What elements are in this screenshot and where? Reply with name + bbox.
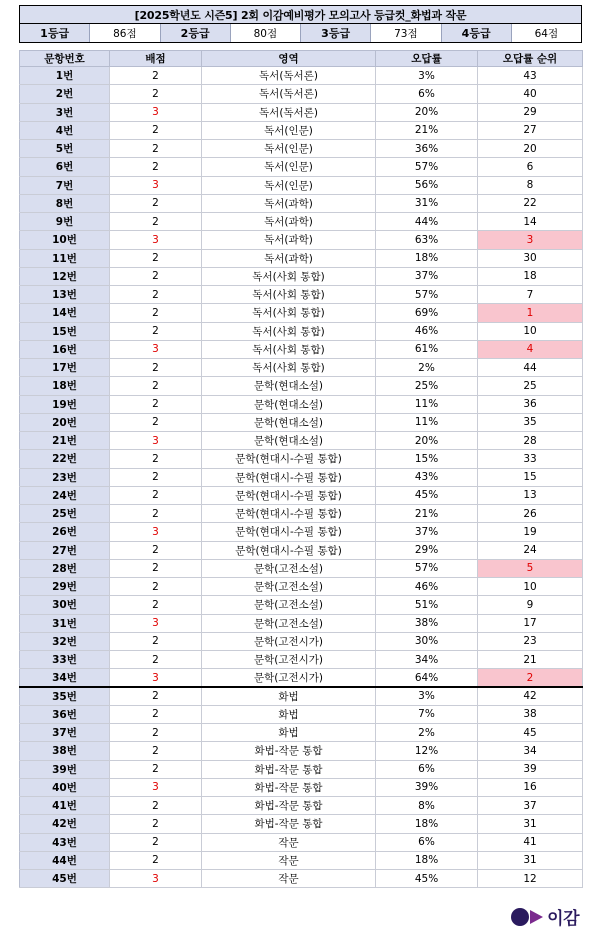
- error-rank-cell: 36: [478, 395, 583, 413]
- table-row: [20, 249, 583, 267]
- error-rank-cell: 18: [478, 267, 583, 285]
- error-rate-cell: 15%: [376, 450, 478, 468]
- table-row: [20, 632, 583, 650]
- grade-1-label: 1등급: [20, 24, 90, 42]
- points-cell: 2: [110, 468, 202, 486]
- error-rate-cell: 30%: [376, 632, 478, 650]
- error-rank-cell: 44: [478, 359, 583, 377]
- area-cell: 문학(고전소설): [202, 596, 376, 614]
- table-row: [20, 596, 583, 614]
- question-number-cell: 19번: [20, 395, 110, 413]
- area-cell: 문학(고전소설): [202, 614, 376, 632]
- error-rate-cell: 3%: [376, 687, 478, 705]
- question-number-cell: 6번: [20, 158, 110, 176]
- error-rank-cell: 28: [478, 432, 583, 450]
- question-number-cell: 35번: [20, 687, 110, 705]
- question-number-cell: 15번: [20, 322, 110, 340]
- points-cell: 2: [110, 413, 202, 431]
- error-rate-cell: 7%: [376, 705, 478, 723]
- table-row: [20, 724, 583, 742]
- error-rank-cell: 14: [478, 213, 583, 231]
- points-cell: 2: [110, 760, 202, 778]
- table-row: [20, 359, 583, 377]
- points-cell: 2: [110, 797, 202, 815]
- error-rank-cell: 33: [478, 450, 583, 468]
- question-number-cell: 11번: [20, 249, 110, 267]
- points-cell: 2: [110, 85, 202, 103]
- error-rank-cell: 17: [478, 614, 583, 632]
- error-rank-cell: 25: [478, 377, 583, 395]
- question-number-cell: 23번: [20, 468, 110, 486]
- brand-logo: [510, 904, 579, 929]
- question-number-cell: 42번: [20, 815, 110, 833]
- table-row: [20, 140, 583, 158]
- error-rate-cell: 20%: [376, 432, 478, 450]
- error-rank-cell: 3: [478, 231, 583, 249]
- table-row: [20, 578, 583, 596]
- table-row: [20, 870, 583, 888]
- error-rate-cell: 69%: [376, 304, 478, 322]
- area-cell: 독서(과학): [202, 213, 376, 231]
- question-number-cell: 30번: [20, 596, 110, 614]
- error-rate-cell: 3%: [376, 67, 478, 85]
- table-row: [20, 231, 583, 249]
- error-rate-cell: 44%: [376, 213, 478, 231]
- points-cell: 3: [110, 340, 202, 358]
- area-cell: 화법: [202, 687, 376, 705]
- error-rank-cell: 30: [478, 249, 583, 267]
- error-rate-cell: 29%: [376, 541, 478, 559]
- question-number-cell: 21번: [20, 432, 110, 450]
- question-number-cell: 43번: [20, 833, 110, 851]
- table-row: [20, 213, 583, 231]
- grade-4-label: 4등급: [442, 24, 512, 42]
- question-number-cell: 33번: [20, 651, 110, 669]
- error-rank-cell: 31: [478, 815, 583, 833]
- error-rate-cell: 36%: [376, 140, 478, 158]
- error-rank-cell: 4: [478, 340, 583, 358]
- area-cell: 작문: [202, 833, 376, 851]
- error-rank-cell: 13: [478, 486, 583, 504]
- table-row: [20, 669, 583, 687]
- table-row: [20, 687, 583, 705]
- table-body: [20, 67, 583, 888]
- error-rate-cell: 61%: [376, 340, 478, 358]
- points-cell: 2: [110, 815, 202, 833]
- points-cell: 3: [110, 870, 202, 888]
- points-cell: 3: [110, 669, 202, 687]
- table-row: [20, 121, 583, 139]
- question-number-cell: 28번: [20, 559, 110, 577]
- table-row: [20, 432, 583, 450]
- points-cell: 2: [110, 833, 202, 851]
- error-rank-cell: 37: [478, 797, 583, 815]
- area-cell: 독서(인문): [202, 121, 376, 139]
- question-number-cell: 32번: [20, 632, 110, 650]
- error-rate-cell: 18%: [376, 249, 478, 267]
- table-header-row: [20, 51, 583, 67]
- table-row: [20, 505, 583, 523]
- table-row: [20, 523, 583, 541]
- points-cell: 2: [110, 687, 202, 705]
- table-row: [20, 322, 583, 340]
- question-number-cell: 7번: [20, 176, 110, 194]
- error-rate-cell: 21%: [376, 121, 478, 139]
- table-row: [20, 651, 583, 669]
- points-cell: 2: [110, 742, 202, 760]
- error-rate-cell: 34%: [376, 651, 478, 669]
- question-number-cell: 26번: [20, 523, 110, 541]
- area-cell: 문학(고전시가): [202, 632, 376, 650]
- error-rate-cell: 57%: [376, 559, 478, 577]
- table-row: [20, 742, 583, 760]
- points-cell: 2: [110, 724, 202, 742]
- table-row: [20, 395, 583, 413]
- error-rank-cell: 5: [478, 559, 583, 577]
- table-row: [20, 833, 583, 851]
- points-cell: 3: [110, 103, 202, 121]
- area-cell: 문학(고전소설): [202, 578, 376, 596]
- question-number-cell: 38번: [20, 742, 110, 760]
- points-cell: 2: [110, 286, 202, 304]
- grade-3-label: 3등급: [301, 24, 371, 42]
- table-row: [20, 815, 583, 833]
- col-header-area: 영역: [202, 51, 376, 67]
- points-cell: 2: [110, 651, 202, 669]
- table-row: [20, 377, 583, 395]
- question-number-cell: 3번: [20, 103, 110, 121]
- error-rank-cell: 38: [478, 705, 583, 723]
- error-rank-cell: 2: [478, 669, 583, 687]
- error-rank-cell: 15: [478, 468, 583, 486]
- table-row: [20, 468, 583, 486]
- grade-2-label: 2등급: [161, 24, 231, 42]
- question-number-cell: 10번: [20, 231, 110, 249]
- points-cell: 2: [110, 377, 202, 395]
- points-cell: 2: [110, 359, 202, 377]
- error-rank-cell: 7: [478, 286, 583, 304]
- error-rank-cell: 40: [478, 85, 583, 103]
- error-rank-cell: 35: [478, 413, 583, 431]
- error-rank-cell: 16: [478, 778, 583, 796]
- points-cell: 2: [110, 395, 202, 413]
- error-rate-cell: 12%: [376, 742, 478, 760]
- points-cell: 2: [110, 705, 202, 723]
- area-cell: 작문: [202, 851, 376, 869]
- points-cell: 2: [110, 67, 202, 85]
- question-number-cell: 36번: [20, 705, 110, 723]
- error-rank-cell: 27: [478, 121, 583, 139]
- points-cell: 2: [110, 322, 202, 340]
- table-row: [20, 486, 583, 504]
- error-rate-cell: 31%: [376, 194, 478, 212]
- error-rank-cell: 1: [478, 304, 583, 322]
- points-cell: 3: [110, 778, 202, 796]
- area-cell: 화법-작문 통합: [202, 815, 376, 833]
- error-rate-cell: 43%: [376, 468, 478, 486]
- area-cell: 문학(고전시가): [202, 669, 376, 687]
- error-rate-cell: 2%: [376, 724, 478, 742]
- table-row: [20, 340, 583, 358]
- error-rank-cell: 42: [478, 687, 583, 705]
- table-row: [20, 103, 583, 121]
- points-cell: 2: [110, 267, 202, 285]
- area-cell: 문학(현대시-수필 통합): [202, 523, 376, 541]
- points-cell: 3: [110, 614, 202, 632]
- area-cell: 독서(사회 통합): [202, 267, 376, 285]
- error-rate-cell: 64%: [376, 669, 478, 687]
- points-cell: 2: [110, 578, 202, 596]
- points-cell: 2: [110, 596, 202, 614]
- error-rank-cell: 24: [478, 541, 583, 559]
- error-rank-cell: 45: [478, 724, 583, 742]
- error-rate-cell: 57%: [376, 158, 478, 176]
- area-cell: 문학(현대소설): [202, 377, 376, 395]
- grade-cut-row: [19, 24, 582, 43]
- area-cell: 문학(고전소설): [202, 559, 376, 577]
- table-row: [20, 158, 583, 176]
- table-row: [20, 194, 583, 212]
- col-header-error-rate: 오답률: [376, 51, 478, 67]
- points-cell: 2: [110, 632, 202, 650]
- col-header-points: 배점: [110, 51, 202, 67]
- col-header-error-rank: 오답률 순위: [478, 51, 583, 67]
- area-cell: 문학(고전시가): [202, 651, 376, 669]
- points-cell: 2: [110, 140, 202, 158]
- question-number-cell: 9번: [20, 213, 110, 231]
- question-number-cell: 4번: [20, 121, 110, 139]
- table-row: [20, 851, 583, 869]
- error-rate-cell: 46%: [376, 322, 478, 340]
- table-row: [20, 304, 583, 322]
- points-cell: 2: [110, 486, 202, 504]
- points-cell: 2: [110, 194, 202, 212]
- points-cell: 2: [110, 541, 202, 559]
- area-cell: 화법-작문 통합: [202, 742, 376, 760]
- error-rate-cell: 6%: [376, 760, 478, 778]
- area-cell: 독서(인문): [202, 140, 376, 158]
- error-rate-cell: 46%: [376, 578, 478, 596]
- error-rank-cell: 26: [478, 505, 583, 523]
- grade-4-score: 64점: [512, 24, 581, 42]
- area-cell: 문학(현대시-수필 통합): [202, 486, 376, 504]
- error-rate-cell: 11%: [376, 395, 478, 413]
- area-cell: 독서(사회 통합): [202, 340, 376, 358]
- table-row: [20, 559, 583, 577]
- area-cell: 화법: [202, 724, 376, 742]
- error-rank-cell: 9: [478, 596, 583, 614]
- points-cell: 2: [110, 158, 202, 176]
- error-rate-cell: 37%: [376, 267, 478, 285]
- area-cell: 문학(현대소설): [202, 395, 376, 413]
- error-rate-cell: 51%: [376, 596, 478, 614]
- points-cell: 3: [110, 176, 202, 194]
- area-cell: 독서(과학): [202, 194, 376, 212]
- area-cell: 독서(사회 통합): [202, 286, 376, 304]
- question-number-cell: 18번: [20, 377, 110, 395]
- error-rate-cell: 63%: [376, 231, 478, 249]
- error-rate-table: [19, 50, 583, 888]
- question-number-cell: 45번: [20, 870, 110, 888]
- error-rate-cell: 21%: [376, 505, 478, 523]
- question-number-cell: 8번: [20, 194, 110, 212]
- area-cell: 화법-작문 통합: [202, 797, 376, 815]
- question-number-cell: 34번: [20, 669, 110, 687]
- error-rank-cell: 22: [478, 194, 583, 212]
- table-row: [20, 85, 583, 103]
- question-number-cell: 37번: [20, 724, 110, 742]
- area-cell: 독서(사회 통합): [202, 304, 376, 322]
- table-row: [20, 541, 583, 559]
- error-rate-cell: 39%: [376, 778, 478, 796]
- question-number-cell: 29번: [20, 578, 110, 596]
- points-cell: 2: [110, 213, 202, 231]
- question-number-cell: 16번: [20, 340, 110, 358]
- points-cell: 3: [110, 523, 202, 541]
- area-cell: 독서(독서론): [202, 103, 376, 121]
- table-row: [20, 705, 583, 723]
- points-cell: 2: [110, 851, 202, 869]
- area-cell: 독서(인문): [202, 158, 376, 176]
- question-number-cell: 12번: [20, 267, 110, 285]
- area-cell: 문학(현대소설): [202, 432, 376, 450]
- area-cell: 문학(현대소설): [202, 413, 376, 431]
- error-rank-cell: 29: [478, 103, 583, 121]
- table-row: [20, 286, 583, 304]
- table-row: [20, 797, 583, 815]
- area-cell: 독서(독서론): [202, 85, 376, 103]
- error-rate-cell: 45%: [376, 870, 478, 888]
- error-rank-cell: 39: [478, 760, 583, 778]
- area-cell: 문학(현대시-수필 통합): [202, 450, 376, 468]
- error-rank-cell: 31: [478, 851, 583, 869]
- error-rate-cell: 57%: [376, 286, 478, 304]
- points-cell: 2: [110, 249, 202, 267]
- error-rate-cell: 6%: [376, 833, 478, 851]
- grade-1-score: 86점: [90, 24, 160, 42]
- error-rate-cell: 45%: [376, 486, 478, 504]
- question-number-cell: 1번: [20, 67, 110, 85]
- area-cell: 독서(인문): [202, 176, 376, 194]
- area-cell: 독서(사회 통합): [202, 359, 376, 377]
- table-row: [20, 413, 583, 431]
- question-number-cell: 44번: [20, 851, 110, 869]
- error-rank-cell: 20: [478, 140, 583, 158]
- question-number-cell: 2번: [20, 85, 110, 103]
- error-rank-cell: 12: [478, 870, 583, 888]
- points-cell: 2: [110, 450, 202, 468]
- table-row: [20, 450, 583, 468]
- error-rank-cell: 21: [478, 651, 583, 669]
- area-cell: 문학(현대시-수필 통합): [202, 505, 376, 523]
- area-cell: 문학(현대시-수필 통합): [202, 468, 376, 486]
- question-number-cell: 39번: [20, 760, 110, 778]
- error-rate-cell: 20%: [376, 103, 478, 121]
- sheet-title: [2025학년도 시즌5] 2회 이감예비평가 모의고사 등급컷_화법과 작문: [19, 5, 582, 24]
- question-number-cell: 17번: [20, 359, 110, 377]
- question-number-cell: 5번: [20, 140, 110, 158]
- points-cell: 2: [110, 304, 202, 322]
- error-rank-cell: 34: [478, 742, 583, 760]
- points-cell: 3: [110, 231, 202, 249]
- error-rank-cell: 43: [478, 67, 583, 85]
- area-cell: 화법-작문 통합: [202, 760, 376, 778]
- error-rate-cell: 11%: [376, 413, 478, 431]
- area-cell: 화법-작문 통합: [202, 778, 376, 796]
- grade-2-score: 80점: [231, 24, 301, 42]
- question-number-cell: 25번: [20, 505, 110, 523]
- score-sheet: [19, 5, 582, 888]
- error-rate-cell: 18%: [376, 815, 478, 833]
- area-cell: 독서(과학): [202, 231, 376, 249]
- error-rank-cell: 8: [478, 176, 583, 194]
- error-rate-cell: 25%: [376, 377, 478, 395]
- error-rank-cell: 10: [478, 322, 583, 340]
- table-row: [20, 176, 583, 194]
- question-number-cell: 31번: [20, 614, 110, 632]
- question-number-cell: 41번: [20, 797, 110, 815]
- error-rank-cell: 6: [478, 158, 583, 176]
- points-cell: 2: [110, 505, 202, 523]
- area-cell: 작문: [202, 870, 376, 888]
- error-rate-cell: 6%: [376, 85, 478, 103]
- area-cell: 문학(현대시-수필 통합): [202, 541, 376, 559]
- area-cell: 독서(과학): [202, 249, 376, 267]
- grade-3-score: 73점: [371, 24, 441, 42]
- question-number-cell: 20번: [20, 413, 110, 431]
- igam-logo-icon: [510, 907, 544, 927]
- question-number-cell: 40번: [20, 778, 110, 796]
- error-rate-cell: 2%: [376, 359, 478, 377]
- error-rank-cell: 41: [478, 833, 583, 851]
- area-cell: 화법: [202, 705, 376, 723]
- col-header-number: 문항번호: [20, 51, 110, 67]
- table-row: [20, 67, 583, 85]
- area-cell: 독서(사회 통합): [202, 322, 376, 340]
- error-rate-cell: 56%: [376, 176, 478, 194]
- error-rank-cell: 23: [478, 632, 583, 650]
- error-rank-cell: 19: [478, 523, 583, 541]
- brand-logo-text: 이감: [547, 909, 579, 929]
- question-number-cell: 13번: [20, 286, 110, 304]
- table-row: [20, 778, 583, 796]
- table-row: [20, 267, 583, 285]
- error-rate-cell: 37%: [376, 523, 478, 541]
- area-cell: 독서(독서론): [202, 67, 376, 85]
- question-number-cell: 22번: [20, 450, 110, 468]
- table-row: [20, 614, 583, 632]
- error-rate-cell: 18%: [376, 851, 478, 869]
- question-number-cell: 24번: [20, 486, 110, 504]
- points-cell: 2: [110, 121, 202, 139]
- points-cell: 3: [110, 432, 202, 450]
- question-number-cell: 14번: [20, 304, 110, 322]
- error-rate-cell: 38%: [376, 614, 478, 632]
- points-cell: 2: [110, 559, 202, 577]
- error-rank-cell: 10: [478, 578, 583, 596]
- error-rate-cell: 8%: [376, 797, 478, 815]
- question-number-cell: 27번: [20, 541, 110, 559]
- table-row: [20, 760, 583, 778]
